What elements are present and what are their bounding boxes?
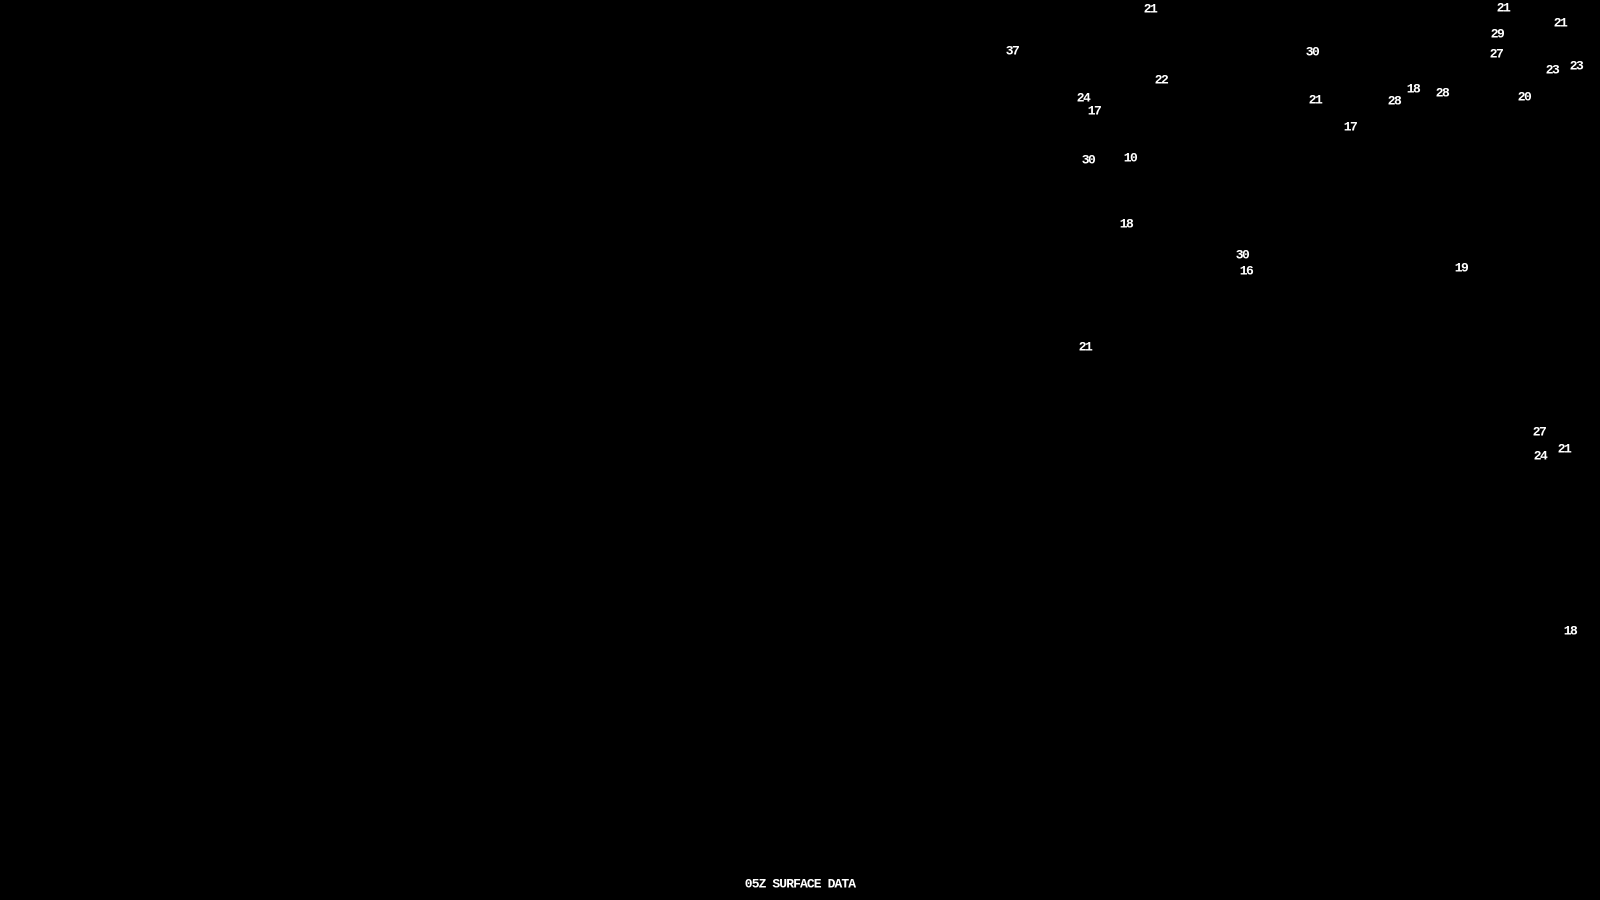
station-value-label: 21 bbox=[1557, 441, 1571, 457]
station-value-label: 22 bbox=[1154, 72, 1168, 88]
station-value-label: 20 bbox=[1517, 89, 1531, 105]
station-value-label: 29 bbox=[1490, 26, 1504, 42]
station-value-label: 27 bbox=[1489, 46, 1503, 62]
station-value-label: 18 bbox=[1563, 623, 1577, 639]
station-value-label: 17 bbox=[1343, 119, 1357, 135]
station-value-label: 24 bbox=[1533, 448, 1547, 464]
station-value-label: 10 bbox=[1123, 150, 1137, 166]
plot-footer-label: 05Z SURFACE DATA bbox=[744, 876, 856, 892]
station-value-label: 30 bbox=[1305, 44, 1319, 60]
station-value-label: 23 bbox=[1569, 58, 1583, 74]
station-value-label: 18 bbox=[1406, 81, 1420, 97]
station-value-label: 19 bbox=[1454, 260, 1468, 276]
station-value-label: 37 bbox=[1005, 43, 1019, 59]
station-value-label: 21 bbox=[1496, 0, 1510, 16]
station-value-label: 21 bbox=[1143, 1, 1157, 17]
station-value-label: 28 bbox=[1435, 85, 1449, 101]
station-value-label: 24 bbox=[1076, 90, 1090, 106]
station-value-label: 23 bbox=[1545, 62, 1559, 78]
station-value-label: 16 bbox=[1239, 263, 1253, 279]
station-value-label: 28 bbox=[1387, 93, 1401, 109]
station-value-label: 27 bbox=[1532, 424, 1546, 440]
station-value-label: 21 bbox=[1553, 15, 1567, 31]
station-value-label: 21 bbox=[1308, 92, 1322, 108]
station-value-label: 18 bbox=[1119, 216, 1133, 232]
station-value-label: 30 bbox=[1235, 247, 1249, 263]
station-value-label: 30 bbox=[1081, 152, 1095, 168]
station-value-label: 17 bbox=[1087, 103, 1101, 119]
station-value-label: 21 bbox=[1078, 339, 1092, 355]
